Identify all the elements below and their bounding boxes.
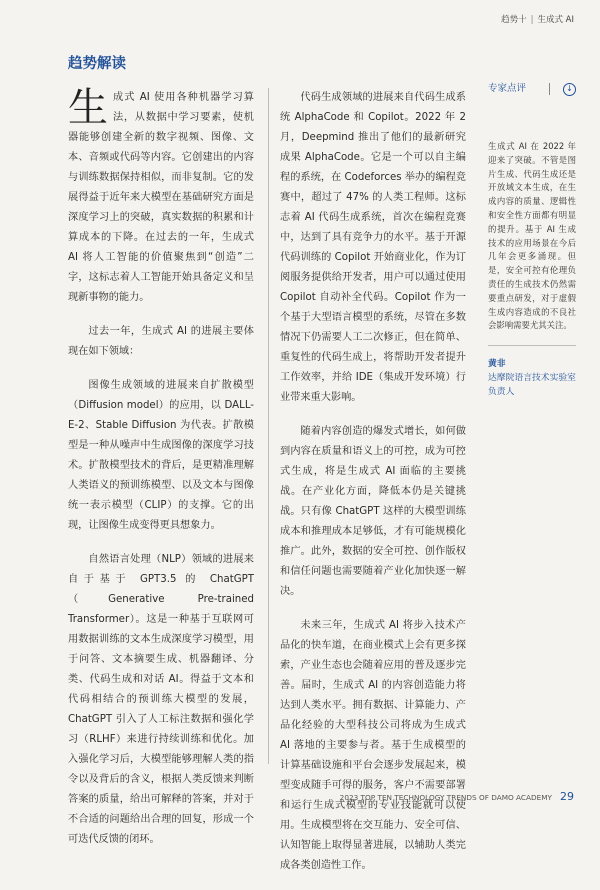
running-header <box>501 13 574 25</box>
sidebar-title: 专家点评 <box>488 83 527 95</box>
intro-paragraph <box>68 85 254 308</box>
page-number: 29 <box>560 790 574 803</box>
page-footer <box>340 790 574 803</box>
header-chapter: 趋势十 <box>501 15 527 25</box>
expert-name: 黄非 <box>488 359 506 370</box>
expert-title: 达摩院语言技术实验室负责人 <box>488 372 576 397</box>
intro-text: 成式 AI 使用各种机器学习算法，从数据中学习要素，使机器能够创建全新的数字视频、图像、文本、音频或代码等内容。它创建出的内容与训练数据保持相似，而非复制。它的发展得益于近年来大模型在基础研究方面是深度学习上的突破，真实数据的积累和计算成本的下降。在过去的一年，生成式 AI 将人工智能的价值聚焦到“创造”二字，这标志着人工智能开始具备定义和呈现新事物的能力。 <box>68 92 254 303</box>
challenges-paragraph: 随着内容创造的爆发式增长，如何做到内容在质量和语义上的可控，成为可控式生成，将是生成式 AI 面临的主要挑战。在产业化方面，降低本仍是关键挑战。只有像 ChatGPT 这样的大模型训练成本和推理成本足够低，才有可能规模化推广。此外，数据的安全可控、创作版权和信任问题也需要随着产业化加快逐一解决。 <box>280 426 466 597</box>
download-icon[interactable]: ↓ <box>563 83 576 96</box>
header-topic: 生成式 AI <box>537 15 574 25</box>
sidebar-divider <box>549 83 550 95</box>
drop-cap: 生 <box>68 85 108 131</box>
footer-text: 2023 TOP TEN TECHNOLOGY TRENDS OF DAMO ACADEMY <box>339 793 552 802</box>
outlook-paragraph: 未来三年，生成式 AI 将步入技术产品化的快车道，在商业模式上会有更多探索，产业生态也会随着应用的普及逐步完善。届时，生成式 AI 的内容创造能力将达到人类水平。拥有数据、计算能力、产品化经验的大型科技公司将成为生成式 AI 落地的主要参与者。基于生成模型的计算基础设施和平台会逐步发展起来，模型变成随手可得的服务，客户不需要部署和运行生成式模型的专业技能就可以使用。生成模型将在交互能力、安全可信、认知智能上取得显著进展，以辅助人类完成各类创造性工作。 <box>280 620 466 871</box>
expert-comment: 生成式 AI 在 2022 年迎来了突破。不管是图片生成、代码生成还是开放域文本生成，在生成内容的质量、逻辑性和安全性方面都有明显的提升。基于 AI 生成技术的应用场景在今后几年会更多涌现。但是，安全可控有伦理负责任的生成技术仍然需要重点研发，对于虚假生成内容造成的不良社会影响需要尤其关注。 <box>488 141 576 331</box>
sidebar-rule <box>488 345 576 346</box>
progress-lead-paragraph: 过去一年，生成式 AI 的进展主要体现在如下领域： <box>68 326 254 357</box>
article-column-right <box>280 88 466 890</box>
expert-sidebar <box>488 80 576 400</box>
article-column-left <box>68 85 254 864</box>
nlp-paragraph: 自然语言处理（NLP）领域的进展来自于基于 GPT3.5 的 ChatGPT（Generative Pre-trained Transformer）。这是一种基于互联网可用数据训练的文本生成深度学习模型，用于问答、文本摘要生成、机器翻译、分类、代码生成和对话 AI。得益于文本和代码相结合的预训练大模型的发展，ChatGPT 引入了人工标注数据和强化学习（RLHF）来进行持续训练和优化。加入强化学习后，大模型能够理解人类的指令以及背后的含义，根据人类反馈来判断答案的质量，给出可解释的答案，并对于不合适的问题给出合理的回复，形成一个可迭代反馈的闭环。 <box>68 554 254 845</box>
sidebar-header <box>488 80 576 98</box>
column-divider <box>268 88 269 764</box>
image-generation-paragraph: 图像生成领域的进展来自扩散模型（Diffusion model）的应用，以 DALL-E-2、Stable Diffusion 为代表。扩散模型是一种从噪声中生成图像的深度学习技术。扩散模型技术的背后，是更精准理解人类语义的预训练模型、以及文本与图像统一表示模型（CLIP）的支撑。它的出现，让图像生成变得更具想象力。 <box>68 380 254 531</box>
header-separator: | <box>530 15 534 25</box>
section-title: 趋势解读 <box>68 56 126 72</box>
code-generation-paragraph: 代码生成领域的进展来自代码生成系统 AlphaCode 和 Copilot。2022 年 2 月，Deepmind 推出了他们的最新研究成果 AlphaCode。它是一个可以自主编程的系统，在 Codeforces 举办的编程竞赛中，超过了 47% 的人类工程师。这标志着 AI 代码生成系统，首次在编程竞赛中，达到了具有竞争力的水平。基于开源代码训练的 Copilot 开始商业化，作为订阅服务提供给开发者，用户可以通过使用 Copilot 自动补全代码。Copilot 作为一个基于大型语言模型的系统，尽管在多数情况下仍需要人工二次修正，但在简单、重复性的代码生成上，将帮助开发者提升工作效率，并给 IDE（集成开发环境）行业带来重大影响。 <box>280 92 466 403</box>
